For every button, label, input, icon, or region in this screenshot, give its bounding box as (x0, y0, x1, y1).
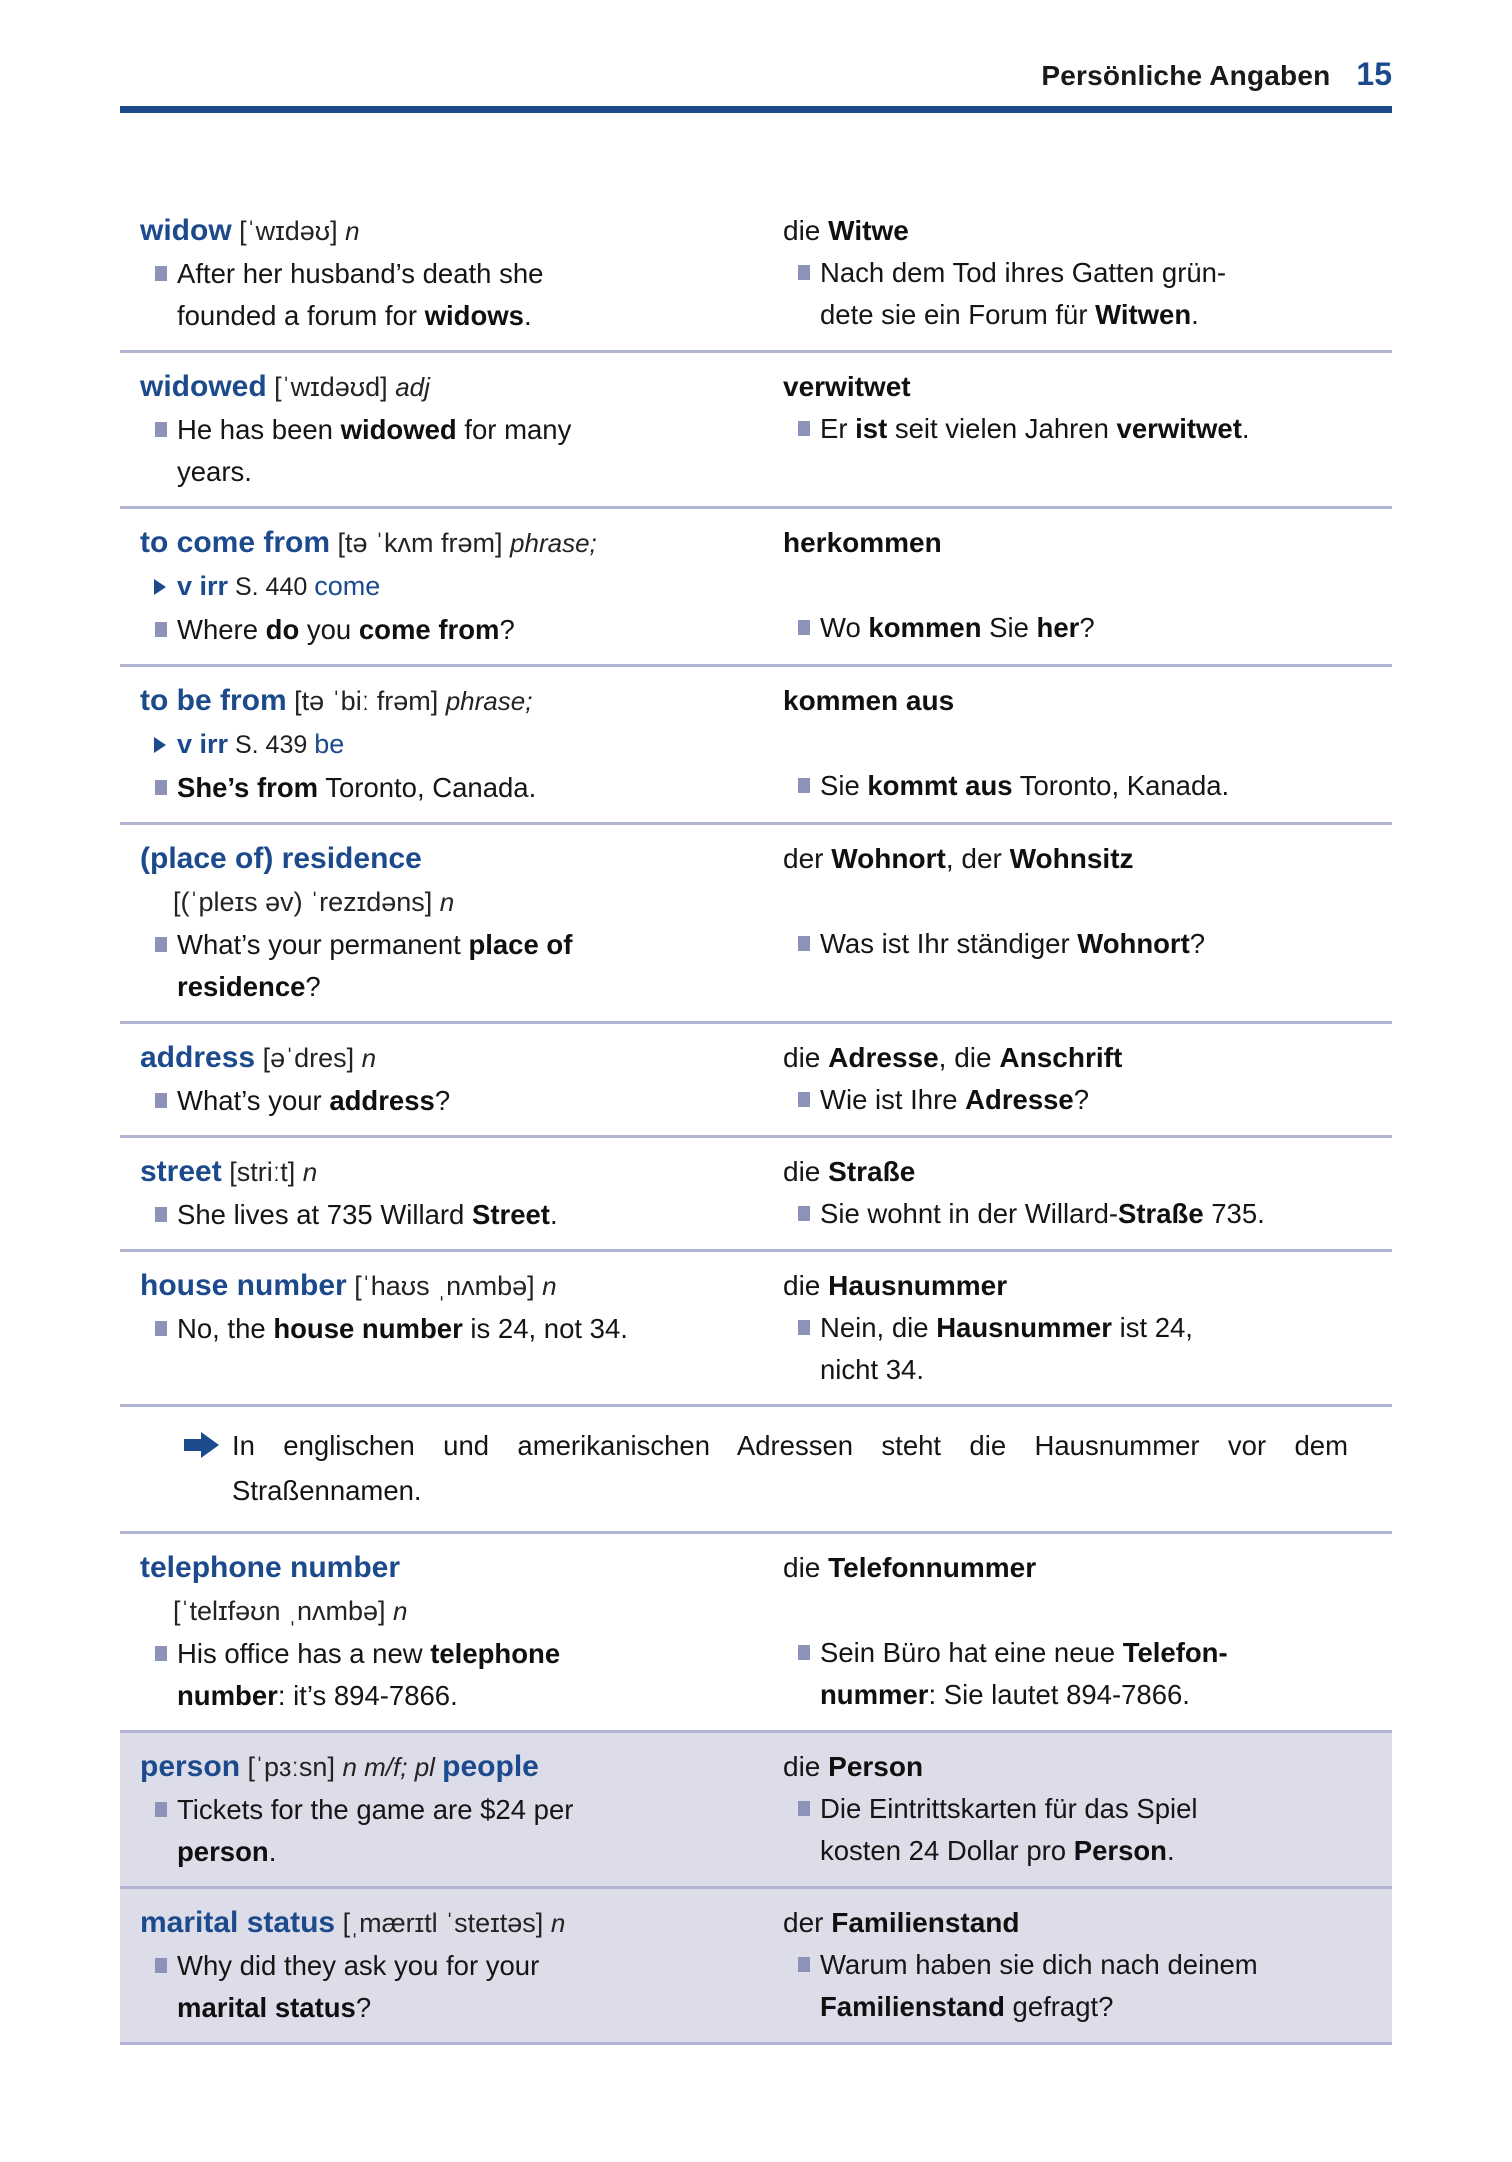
example-de (783, 607, 1388, 649)
square-bullet-icon (155, 1958, 167, 1973)
part-of-speech: n (439, 887, 455, 917)
spacer (783, 722, 1388, 765)
entry-row-street (120, 1138, 1392, 1252)
example-text: Sie wohnt in der Willard-Straße 735. (820, 1198, 1265, 1229)
entry-english-column (120, 521, 783, 651)
german-translation: die Adresse, die Anschrift (783, 1042, 1123, 1073)
example-text: Where do you come from? (177, 614, 515, 645)
phonetic-transcription: [əˈdres] (255, 1043, 362, 1073)
example-de (783, 923, 1388, 965)
example-de (783, 252, 1388, 336)
phonetic-line (140, 1589, 783, 1633)
example-en (140, 1308, 783, 1350)
square-bullet-icon (798, 421, 810, 436)
square-bullet-icon (798, 1206, 810, 1221)
example-de (783, 1307, 1388, 1391)
example-text: He has been widowed for many years. (177, 414, 572, 487)
entry-german-column (783, 1546, 1392, 1717)
verb-ref-page: S. 439 (228, 731, 315, 759)
example-text: Wie ist Ihre Adresse? (820, 1084, 1090, 1115)
example-en (140, 1789, 783, 1873)
headword-line (140, 679, 783, 723)
example-text: No, the house number is 24, not 34. (177, 1313, 628, 1344)
phonetic-transcription: [ˌmærɪtl ˈsteɪtəs] (335, 1908, 551, 1938)
spacer (783, 564, 1388, 607)
cross-reference-link: come (314, 571, 381, 601)
entry-german-column (783, 209, 1392, 337)
entry-english-column (120, 1264, 783, 1391)
phonetic-transcription: [ˈwɪdəʊ] (231, 216, 346, 246)
example-text: What’s your address? (177, 1085, 451, 1116)
verb-reference-line (140, 723, 783, 767)
verb-ref-label: v irr (177, 571, 229, 601)
example-text: Sein Büro hat eine neue Telefon- nummer: Sie lautet 894-7866. (820, 1637, 1228, 1710)
square-bullet-icon (155, 622, 167, 637)
headword-line (140, 1546, 783, 1589)
phonetic-transcription: [ˈpɜːsn] (240, 1752, 343, 1782)
square-bullet-icon (155, 1802, 167, 1817)
part-of-speech: n (361, 1043, 377, 1073)
example-text: Nein, die Hausnummer ist 24, nicht 34. (820, 1312, 1193, 1385)
headword-line (140, 365, 783, 409)
example-text: Wo kommen Sie her? (820, 612, 1095, 643)
headword-line (140, 1264, 783, 1308)
headword: house number (140, 1269, 347, 1302)
note-right-arrow-icon (184, 1431, 220, 1459)
entry-row-to-be-from (120, 667, 1392, 825)
german-translation: die Person (783, 1751, 924, 1782)
headword-line (140, 521, 783, 565)
square-bullet-icon (798, 1092, 810, 1107)
german-translation: die Telefonnummer (783, 1552, 1037, 1583)
example-text: Why did they ask you for your marital status? (177, 1950, 540, 2023)
page-number: 15 (1356, 56, 1392, 92)
entry-english-column (120, 1150, 783, 1236)
entry-row-place-of-residence (120, 825, 1392, 1024)
entry-english-column (120, 1036, 783, 1122)
entry-row-house-number (120, 1252, 1392, 1407)
headword: (place of) residence (140, 842, 422, 875)
example-text: Tickets for the game are $24 per person. (177, 1794, 574, 1867)
phonetic-transcription: [ˈwɪdəʊd] (266, 372, 396, 402)
note-text: In englischen und amerikanischen Adressen steht die Hausnummer vor dem Straßennamen. (232, 1430, 1348, 1506)
example-en (140, 409, 783, 493)
headword-line (140, 1150, 783, 1194)
phonetic-transcription: [tə ˈkʌm frəm] (330, 528, 511, 558)
square-bullet-icon (155, 1321, 167, 1336)
example-en (140, 924, 783, 1008)
example-text: Sie kommt aus Toronto, Kanada. (820, 770, 1230, 801)
example-de (783, 408, 1388, 450)
headword-line (140, 837, 783, 880)
german-translation: herkommen (783, 527, 942, 558)
headword-line (140, 1745, 783, 1789)
headword: marital status (140, 1906, 336, 1939)
headword: address (140, 1041, 256, 1074)
square-bullet-icon (798, 620, 810, 635)
square-bullet-icon (155, 266, 167, 281)
headword: person (140, 1750, 241, 1783)
entry-english-column (120, 209, 783, 337)
example-en (140, 609, 783, 651)
entry-german-column (783, 1150, 1392, 1236)
example-text: Warum haben sie dich nach deinem Familienstand gefragt? (820, 1949, 1258, 2022)
example-en (140, 1194, 783, 1236)
headword: widow (140, 214, 232, 247)
example-de (783, 765, 1388, 807)
phonetic-transcription: [striːt] (221, 1157, 303, 1187)
example-text: After her husband’s death she founded a forum for widows. (177, 258, 544, 331)
entry-row-widow (120, 197, 1392, 353)
verb-reference-line (140, 565, 783, 609)
example-text: Er ist seit vielen Jahren verwitwet. (820, 413, 1250, 444)
square-bullet-icon (155, 937, 167, 952)
phonetic-transcription: [ˈhaʊs ˌnʌmbə] (346, 1271, 543, 1301)
phonetic-transcription: [(ˈpleɪs əv) ˈrezɪdəns] (173, 887, 440, 917)
entry-german-column (783, 1901, 1392, 2029)
example-text: Was ist Ihr ständiger Wohnort? (820, 928, 1206, 959)
triangle-right-icon (154, 579, 166, 595)
part-of-speech: n (542, 1271, 557, 1301)
german-translation: der Wohnort, der Wohnsitz (783, 843, 1134, 874)
entry-german-column (783, 1264, 1392, 1391)
entry-row-widowed (120, 353, 1392, 509)
example-text: She’s from Toronto, Canada. (177, 772, 537, 803)
square-bullet-icon (155, 1207, 167, 1222)
example-text: His office has a new telephone number: it’s 894-7866. (177, 1638, 561, 1711)
headword: to be from (140, 684, 287, 717)
german-translation: die Straße (783, 1156, 916, 1187)
part-of-speech: n (302, 1157, 318, 1187)
header-rule (120, 106, 1392, 113)
example-de (783, 1632, 1388, 1716)
entry-english-column (120, 1901, 783, 2029)
entry-row-telephone-number (120, 1534, 1392, 1733)
example-de (783, 1079, 1388, 1121)
verb-ref-label: v irr (177, 729, 229, 759)
entry-german-column (783, 1036, 1392, 1122)
example-en (140, 253, 783, 337)
example-de (783, 1944, 1388, 2028)
square-bullet-icon (798, 265, 810, 280)
entry-english-column (120, 1745, 783, 1873)
entry-german-column (783, 837, 1392, 1008)
entry-row-person (120, 1733, 1392, 1889)
german-translation: der Familienstand (783, 1907, 1020, 1938)
part-of-speech: n (550, 1908, 566, 1938)
example-de (783, 1193, 1388, 1235)
part-of-speech: phrase; (510, 528, 597, 558)
note-row (120, 1407, 1392, 1534)
entry-german-column (783, 365, 1392, 493)
part-of-speech: n (393, 1596, 408, 1626)
headword-line (140, 209, 783, 253)
example-de (783, 1788, 1388, 1872)
entry-english-column (120, 679, 783, 809)
example-en (140, 767, 783, 809)
triangle-right-icon (154, 737, 166, 753)
entry-row-marital-status (120, 1889, 1392, 2045)
german-translation: verwitwet (783, 371, 911, 402)
phonetic-transcription: [tə ˈbiː frəm] (286, 686, 446, 716)
headword-line (140, 1901, 783, 1945)
square-bullet-icon (155, 1646, 167, 1661)
part-of-speech: adj (395, 372, 430, 402)
square-bullet-icon (798, 778, 810, 793)
cross-reference-link: be (314, 729, 345, 759)
entry-row-address (120, 1024, 1392, 1138)
example-en (140, 1080, 783, 1122)
german-translation: kommen aus (783, 685, 955, 716)
part-of-speech: n (345, 216, 360, 246)
entry-row-to-come-from (120, 509, 1392, 667)
square-bullet-icon (798, 936, 810, 951)
square-bullet-icon (155, 422, 167, 437)
entry-german-column (783, 521, 1392, 651)
entry-german-column (783, 1745, 1392, 1873)
example-text: Die Eintrittskarten für das Spiel kosten 24 Dollar pro Person. (820, 1793, 1198, 1866)
entry-german-column (783, 679, 1392, 809)
entries-list (120, 197, 1392, 2045)
headword: widowed (140, 370, 267, 403)
headword: telephone number (140, 1551, 401, 1584)
square-bullet-icon (155, 1093, 167, 1108)
square-bullet-icon (798, 1801, 810, 1816)
headword: people (442, 1750, 539, 1783)
example-en (140, 1945, 783, 2029)
german-translation: die Witwe (783, 215, 909, 246)
page-header (120, 0, 1392, 93)
entry-english-column (120, 837, 783, 1008)
example-en (140, 1633, 783, 1717)
square-bullet-icon (155, 780, 167, 795)
headword-line (140, 1036, 783, 1080)
headword: street (140, 1155, 222, 1188)
verb-ref-page: S. 440 (228, 573, 315, 601)
part-of-speech: phrase; (445, 686, 533, 716)
square-bullet-icon (798, 1957, 810, 1972)
entry-english-column (120, 1546, 783, 1717)
example-text: Nach dem Tod ihres Gatten grün- dete sie ein Forum für Witwen. (820, 257, 1227, 330)
spacer (783, 1589, 1388, 1632)
example-text: What’s your permanent place of residence? (177, 929, 573, 1002)
example-text: She lives at 735 Willard Street. (177, 1199, 558, 1230)
square-bullet-icon (798, 1320, 810, 1335)
german-translation: die Hausnummer (783, 1270, 1008, 1301)
square-bullet-icon (798, 1645, 810, 1660)
part-of-speech: n m/f; pl (342, 1752, 443, 1782)
spacer (783, 880, 1388, 923)
phonetic-line (140, 880, 783, 924)
entry-english-column (120, 365, 783, 493)
phonetic-transcription: [ˈtelɪfəʊn ˌnʌmbə] (173, 1596, 394, 1626)
headword: to come from (140, 526, 331, 559)
header-title: Persönliche Angaben (1041, 60, 1331, 91)
